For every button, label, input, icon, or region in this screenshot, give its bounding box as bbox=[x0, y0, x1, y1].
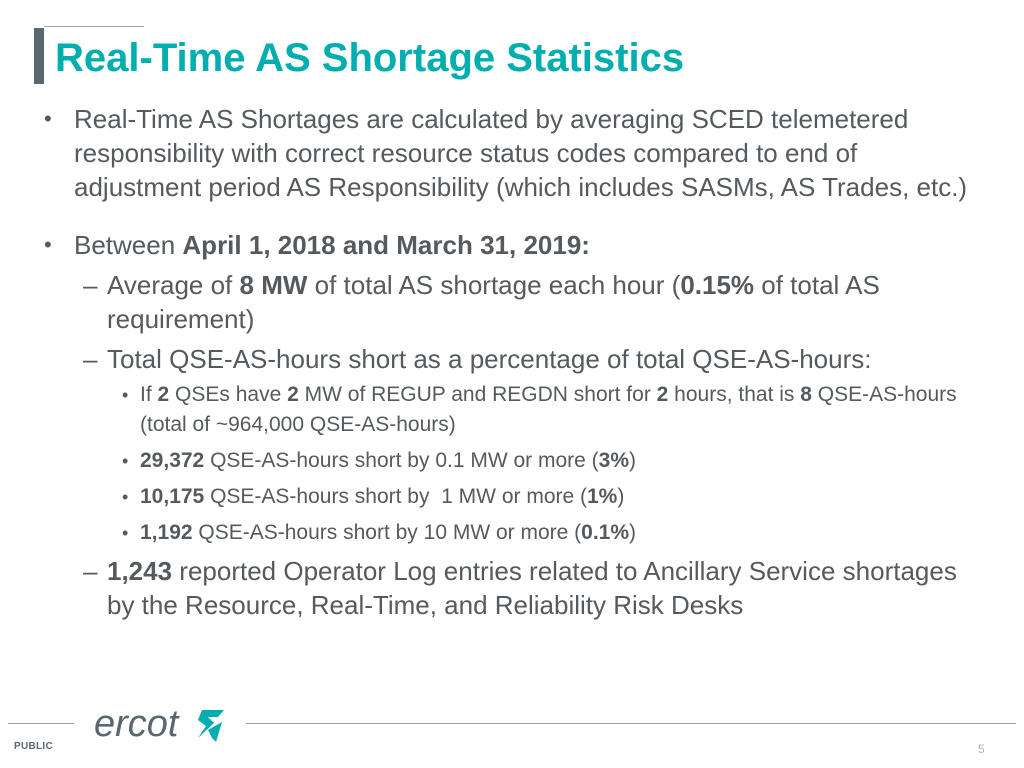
stat-percent: 0.1% bbox=[581, 521, 630, 544]
average-suffix: of total AS requirement) bbox=[107, 270, 880, 334]
sub-sub-bullet-stat-01mw bbox=[40, 446, 990, 476]
example-num: 8 bbox=[800, 383, 812, 406]
bullet-icon: • bbox=[122, 523, 129, 543]
page-number: 5 bbox=[978, 742, 985, 756]
example-text: If bbox=[140, 383, 158, 406]
average-prefix: Average of bbox=[107, 270, 240, 300]
dash-icon: – bbox=[83, 270, 98, 300]
bullet-calculation bbox=[40, 102, 990, 204]
stat-text: QSE-AS-hours short by 10 MW or more ( bbox=[192, 521, 582, 544]
period-prefix: Between bbox=[74, 230, 183, 260]
sub-bullet-average bbox=[40, 268, 990, 336]
average-mw: 8 MW bbox=[239, 270, 308, 300]
title-accent-bar bbox=[34, 28, 44, 84]
example-text: hours, that is bbox=[668, 383, 801, 406]
stat-text: QSE-AS-hours short by 0.1 MW or more ( bbox=[204, 449, 599, 472]
sub-sub-bullet-example bbox=[40, 380, 990, 440]
bullet-icon: • bbox=[122, 487, 129, 507]
sub-bullet-total bbox=[40, 342, 990, 376]
log-text: reported Operator Log entries related to Ancillary Service shortages by the Resource, Real-Time, and Reliability Risk Desks bbox=[107, 556, 957, 620]
example-num: 2 bbox=[656, 383, 669, 406]
stat-count: 29,372 bbox=[140, 449, 205, 472]
stat-count: 1,192 bbox=[140, 521, 193, 544]
stat-percent: 3% bbox=[598, 449, 630, 472]
example-text: MW of REGUP and REGDN short for bbox=[298, 383, 657, 406]
bullet-icon: • bbox=[122, 385, 129, 405]
bullet-icon: • bbox=[122, 451, 129, 471]
slide-title: Real-Time AS Shortage Statistics bbox=[55, 36, 685, 80]
bullet-period bbox=[40, 228, 990, 262]
example-text: QSEs have bbox=[169, 383, 288, 406]
bullet-icon: • bbox=[44, 232, 52, 257]
stat-close: ) bbox=[629, 449, 637, 472]
example-num: 2 bbox=[287, 383, 299, 406]
title-top-line bbox=[44, 26, 144, 27]
logo-wordmark: ercot bbox=[94, 703, 179, 745]
public-label: PUBLIC bbox=[14, 741, 54, 752]
period-dates: April 1, 2018 and March 31, 2019: bbox=[182, 230, 590, 260]
average-middle: of total AS shortage each hour ( bbox=[307, 270, 681, 300]
sub-bullet-operator-log bbox=[40, 554, 990, 622]
calculation-text: Real-Time AS Shortages are calculated by averaging SCED telemetered responsibility with correct resource status codes compared to end of adjustment period AS Responsibility (which includes SASMs, AS Trades, etc.) bbox=[74, 104, 968, 202]
sub-sub-bullet-stat-1mw bbox=[40, 482, 990, 512]
ercot-logo bbox=[94, 700, 234, 748]
example-text: QSE-AS-hours (total of ~964,000 QSE-AS-hours) bbox=[140, 383, 957, 436]
stat-close: ) bbox=[629, 521, 637, 544]
stat-close: ) bbox=[617, 485, 625, 508]
slide-content bbox=[40, 102, 990, 622]
total-text: Total QSE-AS-hours short as a percentage of total QSE-AS-hours: bbox=[107, 344, 872, 374]
dash-icon: – bbox=[83, 344, 98, 374]
stat-percent: 1% bbox=[587, 485, 618, 508]
footer-divider-left bbox=[8, 723, 74, 724]
average-percent: 0.15% bbox=[680, 270, 755, 300]
stat-text: QSE-AS-hours short by 1 MW or more ( bbox=[204, 485, 587, 508]
stat-count: 10,175 bbox=[140, 485, 205, 508]
log-count: 1,243 bbox=[107, 556, 173, 586]
sub-sub-bullet-stat-10mw bbox=[40, 518, 990, 548]
bullet-icon: • bbox=[44, 106, 52, 131]
footer-divider-right bbox=[246, 723, 1016, 724]
dash-icon: – bbox=[83, 556, 98, 586]
example-num: 2 bbox=[157, 383, 170, 406]
logo-bolt-icon bbox=[198, 710, 224, 742]
